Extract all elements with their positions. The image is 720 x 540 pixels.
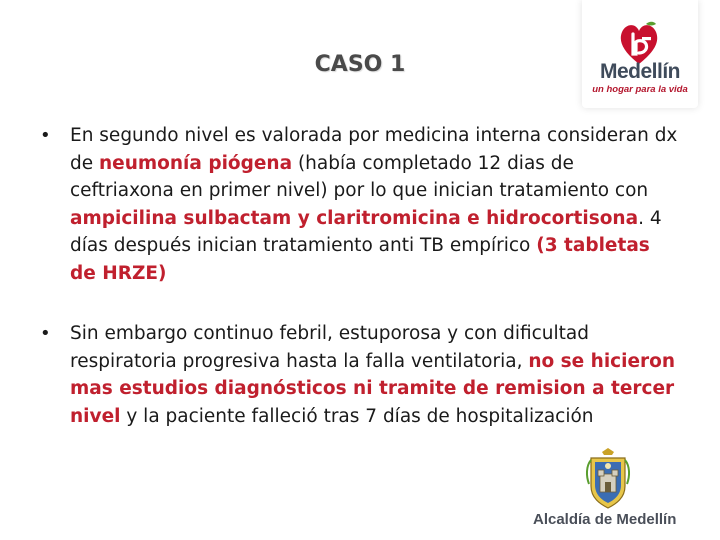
coat-of-arms-icon [583,446,633,510]
bullet-symbol: • [40,323,51,344]
logo-city-name: Medellín [599,60,680,83]
highlighted-text: (3 tabletas de HRZE) [70,235,650,284]
highlighted-text: no se hicieron mas estudios diagnósticos ni tramite de remision a tercer nivel [70,350,676,427]
bullet-text-segment: y la paciente falleció tras 7 días de hospitalización [120,405,594,427]
bullet-text [70,125,677,284]
highlighted-text: ampicilina sulbactam y claritromicina e hidrocortisona [70,207,639,229]
bullet-list [40,122,680,430]
bullet-item [40,320,680,430]
logo-slogan: un hogar para la vida [592,84,688,95]
highlighted-text: neumonía piógena [99,152,293,174]
medellin-logo [582,0,698,108]
bullet-item [40,122,680,287]
bullet-text [70,323,675,427]
bullet-text-segment: Sin embargo continuo febril, estuporosa y con dificultad respiratoria progresiva hasta la falla ventilatoria, [70,323,590,372]
alcaldia-label: Alcaldía de Medellín [533,511,677,528]
bullet-symbol: • [40,125,51,146]
bullet-text-segment: En segundo nivel es valorada por medicina interna consideran dx de [70,125,678,174]
bullet-text-segment: (había completado 12 dias de ceftriaxona en primer nivel) por lo que inician tratamiento con [70,152,649,201]
slide-title: CASO 1 [314,52,406,77]
bullet-text-segment: . 4 días después inician tratamiento anti TB empírico [70,207,662,256]
